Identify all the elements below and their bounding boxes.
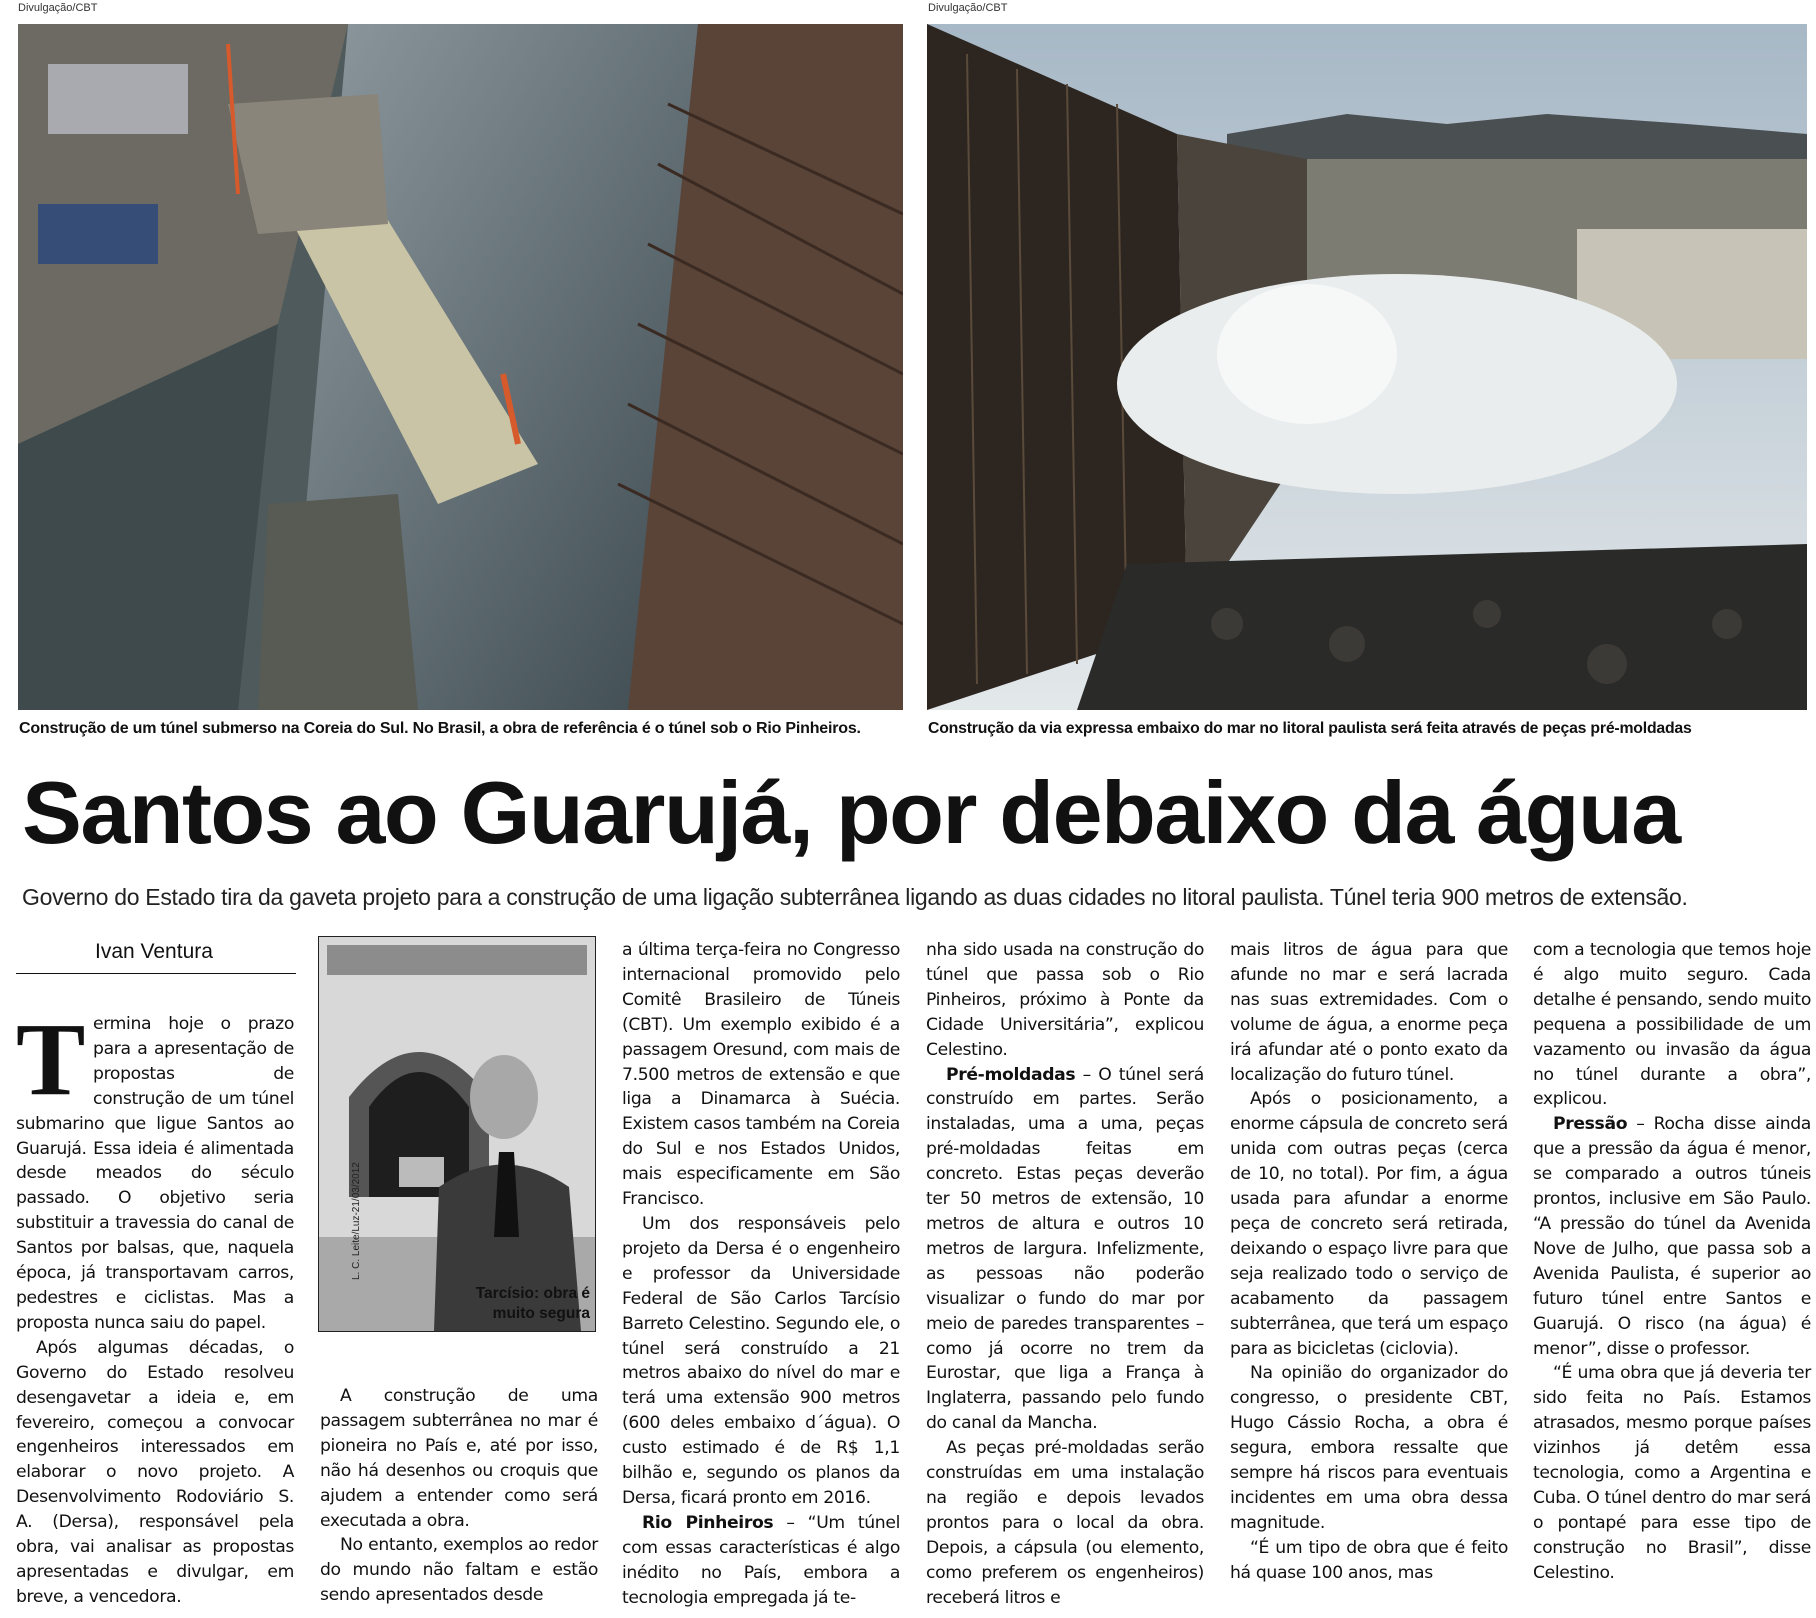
photo-credit-left: Divulgação/CBT [18, 2, 98, 14]
col2-paragraph-2: No entanto, exemplos ao redor do mundo não faltam e estão sendo apresentados desde [320, 1535, 598, 1606]
col4-paragraph-3: As peças pré-moldadas serão construídas em uma instalação na região e depois levados prontos para o local da obra. Depois, a cápsula (ou elemento, como preferem os engenheiros) receberá litros e [926, 1438, 1204, 1608]
col4-paragraph-2: – O túnel será construído em partes. Serão instaladas, uma a uma, peças pré-moldadas feitas em concreto. Estas peças deverão ter 50 metros de extensão, 10 metros de altura e outros 10 metros de largura. Infelizmente, as pessoas não poderão visualizar o fundo do mar por meio de paredes transparentes – como já ocorre no trem da Eurostar, que liga a França à Inglaterra, passando pelo fundo do canal da Mancha. [926, 1064, 1204, 1434]
col2-paragraph-1: A construção de uma passagem subterrânea no mar é pioneira no País e, até por isso, não há desenhos ou croquis que ajudem a entender como será executada a obra. [320, 1386, 598, 1531]
photo-credit-right: Divulgação/CBT [928, 2, 1008, 14]
kicker-rio-pinheiros: Rio Pinheiros [642, 1512, 774, 1533]
column-1 [16, 1002, 294, 1610]
portrait-caption-line-1: Tarcísio: obra é [475, 1285, 590, 1302]
drop-cap: T [16, 1002, 86, 1117]
dam-water-outflow-image [927, 24, 1807, 710]
col5-paragraph-2: Após o posicionamento, a enorme cápsula de concreto será unida com outras peças (cerca de 10, no total). Por fim, a água usada para afundar a enorme peça de concreto será retirada, deixando o espaço livre para que seja realizado todo o serviço de acabamento da passagem subterrânea, que terá um espaço para as bicicletas (ciclovia). [1230, 1089, 1508, 1359]
col6-paragraph-3: “É uma obra que já deveria ter sido feita no País. Estamos atrasados, mesmo porque países vizinhos já detêm essa tecnologia, como a Argentina e Cuba. O túnel dentro do mar será o pontapé para esse tipo de construção no Brasil”, disse Celestino. [1533, 1363, 1811, 1583]
kicker-pre-moldadas: Pré-moldadas [946, 1064, 1076, 1085]
column-2 [320, 1384, 598, 1608]
col5-paragraph-1: mais litros de água para que afunde no mar e será lacrada nas suas extremidades. Com o volume de água, a enorme peça irá afundar até o ponto exato da localização do futuro túnel. [1230, 940, 1508, 1085]
col3-paragraph-3: – “Um túnel com essas características é algo inédito no País, embora a tecnologia empregada já te- [622, 1512, 900, 1608]
photo-caption-left: Construção de um túnel submerso na Coreia do Sul. No Brasil, a obra de referência é o túnel sob o Rio Pinheiros. [19, 720, 861, 737]
kicker-pressao: Pressão [1553, 1114, 1628, 1135]
column-3 [622, 938, 900, 1610]
column-5 [1230, 938, 1508, 1586]
photo-caption-right: Construção da via expressa embaixo do mar no litoral paulista será feita através de peças pré-moldadas [928, 720, 1692, 737]
col3-paragraph-2: Um dos responsáveis pelo projeto da Dersa é o engenheiro e professor da Universidade Federal de São Carlos Tarcísio Barreto Celestino. Segundo ele, o túnel será construído a 21 metros abaixo do nível do mar e terá uma extensão 900 metros (600 deles embaixo d´água). O custo estimado é de R$ 1,1 bilhão e, segundo os planos da Dersa, ficará pronto em 2016. [622, 1213, 900, 1508]
column-6 [1533, 938, 1811, 1586]
byline: Ivan Ventura [95, 940, 213, 963]
aerial-construction-image [18, 24, 903, 710]
col5-paragraph-3: Na opinião do organizador do congresso, o presidente CBT, Hugo Cássio Rocha, a obra é segura, embora ressalte que sempre há riscos para eventuais incidentes em uma obra dessa magnitude. [1230, 1363, 1508, 1533]
photo-tunnel-korea [18, 24, 903, 710]
portrait-credit: L. C. Leite/Luz-21/03/2012 [351, 1162, 362, 1280]
col3-paragraph-1: a última terça-feira no Congresso internacional promovido pelo Comitê Brasileiro de Túneis (CBT). Um exemplo exibido é a passagem Oresund, com mais de 7.500 metros de extensão e que liga a Dinamarca à Suécia. Existem casos também na Coreia do Sul e nos Estados Unidos, mais especificamente em São Francisco. [622, 940, 900, 1210]
column-4 [926, 938, 1204, 1610]
col6-paragraph-1: com a tecnologia que temos hoje é algo muito seguro. Cada detalhe é pensando, sendo muito pequena a possibilidade de um vazamento ou invasão da água no túnel durante a obra”, explicou. [1533, 940, 1811, 1110]
col5-paragraph-4: “É um tipo de obra que é feito há quase 100 anos, mas [1230, 1537, 1508, 1583]
portrait-caption [430, 1284, 590, 1324]
portrait-caption-line-2: muito segura [492, 1305, 590, 1322]
col1-paragraph-2: Após algumas décadas, o Governo do Estado resolveu desengavetar a ideia e, em fevereiro, começou a convocar engenheiros interessados em elaborar o novo projeto. A Desenvolvimento Rodoviário S. A. (Dersa), responsável pela obra, vai analisar as propostas apresentadas e divulgar, em breve, a vencedora. [16, 1337, 294, 1607]
col1-paragraph-1: ermina hoje o prazo para a apresentação de propostas de construção de um túnel submarino que ligue Santos ao Guarujá. Essa ideia é alimentada desde meados do século passado. O objetivo seria substituir a travessia do canal de Santos por balsas, que, naquela época, já transportavam carros, pedestres e ciclistas. Mas a proposta nunca saiu do papel. [16, 1014, 294, 1333]
subheadline: Governo do Estado tira da gaveta projeto para a construção de uma ligação subterrânea ligando as duas cidades no litoral paulista. Túnel teria 900 metros de extensão. [22, 884, 1688, 910]
headline: Santos ao Guarujá, por debaixo da água [22, 763, 1680, 862]
col4-paragraph-1: nha sido usada na construção do túnel que passa sob o Rio Pinheiros, próximo à Ponte da Cidade Universitária”, explicou Celestino. [926, 940, 1204, 1060]
photo-precast-dam [927, 24, 1807, 710]
col6-paragraph-2: – Rocha disse ainda que a pressão da água é menor, se comparado a outros túneis prontos, inclusive em São Paulo. “A pressão do túnel da Avenida Nove de Julho, que passa sob a Avenida Paulista, é superior ao futuro túnel entre Santos e Guarujá. O risco (na água) é menor”, disse o professor. [1533, 1114, 1811, 1359]
byline-rule [16, 973, 296, 974]
